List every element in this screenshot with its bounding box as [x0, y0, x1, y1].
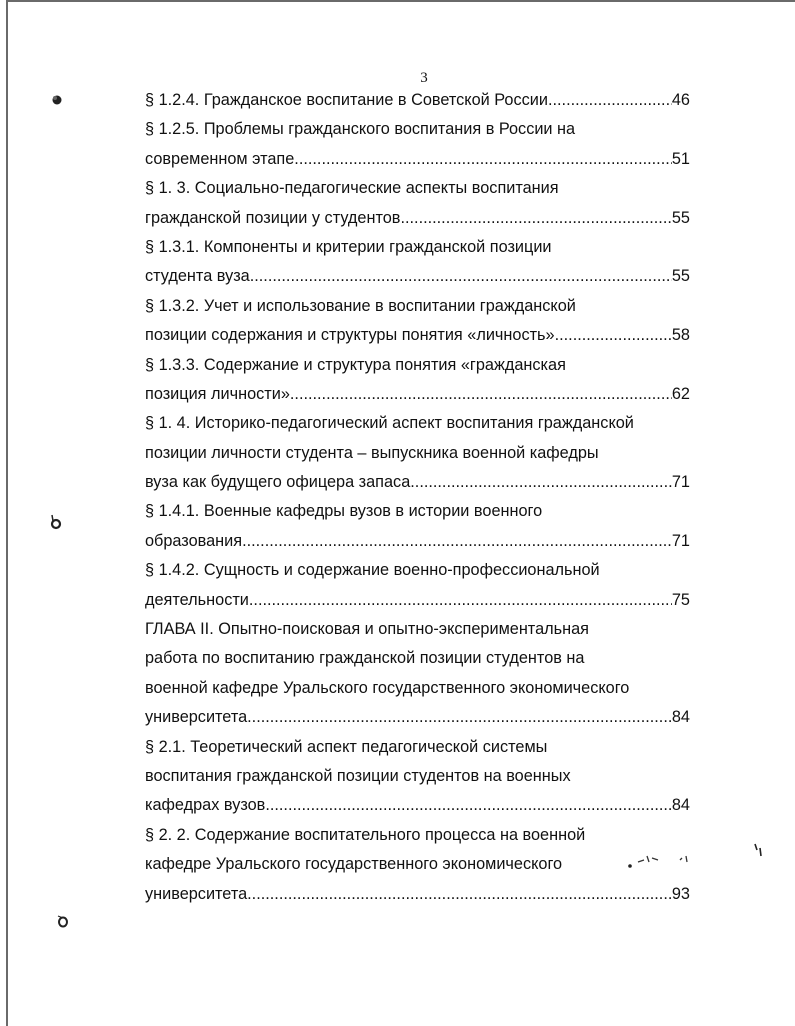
toc-entry-text: § 1.4.1. Военные кафедры вузов в истории военного — [145, 502, 543, 521]
toc-entry-text: § 1.2.5. Проблемы гражданского воспитания в России на — [145, 120, 576, 139]
toc-entry-line — [145, 791, 690, 820]
toc-entry-line — [145, 880, 690, 909]
toc-entry-text: позиции содержания и структуры понятия «личность» — [145, 326, 555, 345]
toc-page-number: 71 — [671, 531, 690, 550]
toc-entry-line — [145, 497, 690, 526]
toc-entry-line — [145, 351, 690, 380]
punch-hole-mark-bottom — [56, 913, 70, 929]
toc-entry-line — [145, 233, 690, 262]
toc-entry-line — [145, 86, 690, 115]
toc-dot-leader — [410, 468, 672, 497]
toc-entry-line — [145, 262, 690, 291]
toc-page-number: 55 — [671, 208, 690, 227]
toc-dot-leader — [294, 145, 672, 174]
toc-entry-line — [145, 615, 690, 644]
page-number: 3 — [420, 70, 428, 86]
toc-entry-line — [145, 468, 690, 497]
toc-entry-line — [145, 439, 690, 468]
toc-entry-text: деятельности — [145, 590, 249, 609]
toc-entry-text: студента вуза — [145, 267, 250, 286]
toc-entry-text: гражданской позиции у студентов — [145, 208, 401, 227]
scan-speck-right — [752, 840, 766, 860]
toc-entry-text: университета — [145, 708, 248, 727]
toc-entry-text: § 1.4.2. Сущность и содержание военно-профессиональной — [145, 561, 600, 580]
punch-hole-mark-middle — [49, 513, 63, 531]
toc-entry-line — [145, 556, 690, 585]
toc-entry-line — [145, 321, 690, 350]
toc-entry-text: университета — [145, 884, 248, 903]
toc-entry-line — [145, 733, 690, 762]
toc-entry-text: работа по воспитанию гражданской позиции студентов на — [145, 649, 585, 668]
toc-entry-text: § 1.2.4. Гражданское воспитание в Советской России — [145, 91, 548, 109]
toc-dot-leader — [555, 321, 672, 350]
toc-entry-text: ГЛАВА II. Опытно-поисковая и опытно-экспериментальная — [145, 620, 589, 639]
toc-dot-leader — [265, 791, 672, 820]
toc-dot-leader — [242, 527, 672, 556]
toc-entry-line — [145, 850, 690, 879]
toc-entry-text: позиции личности студента – выпускника военной кафедры — [145, 443, 599, 462]
toc-entry-line — [145, 821, 690, 850]
toc-dot-leader — [250, 262, 672, 291]
toc-entry-line — [145, 674, 690, 703]
toc-entry-text: позиция личности» — [145, 384, 290, 403]
toc-dot-leader — [548, 86, 672, 115]
toc-page-number: 62 — [671, 384, 690, 403]
toc-entry-text: § 2.1. Теоретический аспект педагогической системы — [145, 737, 548, 756]
toc-page-number: 84 — [671, 708, 690, 727]
toc-entry-line — [145, 380, 690, 409]
toc-entry-line — [145, 644, 690, 673]
toc-page-number: 84 — [671, 796, 690, 815]
toc-page-number: 58 — [671, 326, 690, 345]
toc-dot-leader — [247, 880, 672, 909]
toc-entry-text: § 1. 3. Социально-педагогические аспекты воспитания — [145, 179, 559, 198]
toc-entry-text: воспитания гражданской позиции студентов на военных — [145, 766, 571, 785]
toc-entry-text: § 2. 2. Содержание воспитательного процесса на военной — [145, 825, 586, 844]
toc-page-number: 93 — [671, 884, 690, 903]
toc-entry-line — [145, 145, 690, 174]
toc-dot-leader — [247, 703, 672, 732]
toc-dot-leader — [400, 204, 671, 233]
toc-entry-text: § 1. 4. Историко-педагогический аспект воспитания гражданской — [145, 414, 634, 433]
toc-entry-text: вуза как будущего офицера запаса — [145, 473, 411, 492]
toc-entry-line — [145, 174, 690, 203]
toc-page-number: 71 — [671, 473, 690, 492]
toc-entry-text: современном этапе — [145, 149, 295, 168]
toc-entry-line — [145, 762, 690, 791]
punch-hole-mark-top — [50, 93, 64, 107]
toc-entry-line — [145, 703, 690, 732]
table-of-contents — [145, 86, 690, 909]
toc-page-number: 75 — [671, 590, 690, 609]
toc-entry-text: § 1.3.3. Содержание и структура понятия «гражданская — [145, 355, 566, 374]
toc-entry-line — [145, 204, 690, 233]
scan-specks — [620, 848, 700, 872]
toc-page-number: 46 — [671, 91, 690, 109]
toc-entry-text: кафедрах вузов — [145, 796, 266, 815]
toc-page-number: 55 — [671, 267, 690, 286]
toc-entry-text: § 1.3.1. Компоненты и критерии гражданской позиции — [145, 237, 552, 256]
toc-entry-line — [145, 527, 690, 556]
toc-entry-text: образования — [145, 531, 243, 550]
toc-entry-text: военной кафедре Уральского государственного экономического — [145, 678, 630, 697]
toc-entry-line — [145, 115, 690, 144]
toc-dot-leader — [290, 380, 672, 409]
toc-entry-line — [145, 409, 690, 438]
toc-entry-text: § 1.3.2. Учет и использование в воспитании гражданской — [145, 296, 576, 315]
toc-dot-leader — [249, 586, 672, 615]
toc-entry-line — [145, 292, 690, 321]
toc-entry-line — [145, 586, 690, 615]
toc-page-number: 51 — [671, 149, 690, 168]
toc-entry-text: кафедре Уральского государственного экономического — [145, 855, 563, 874]
